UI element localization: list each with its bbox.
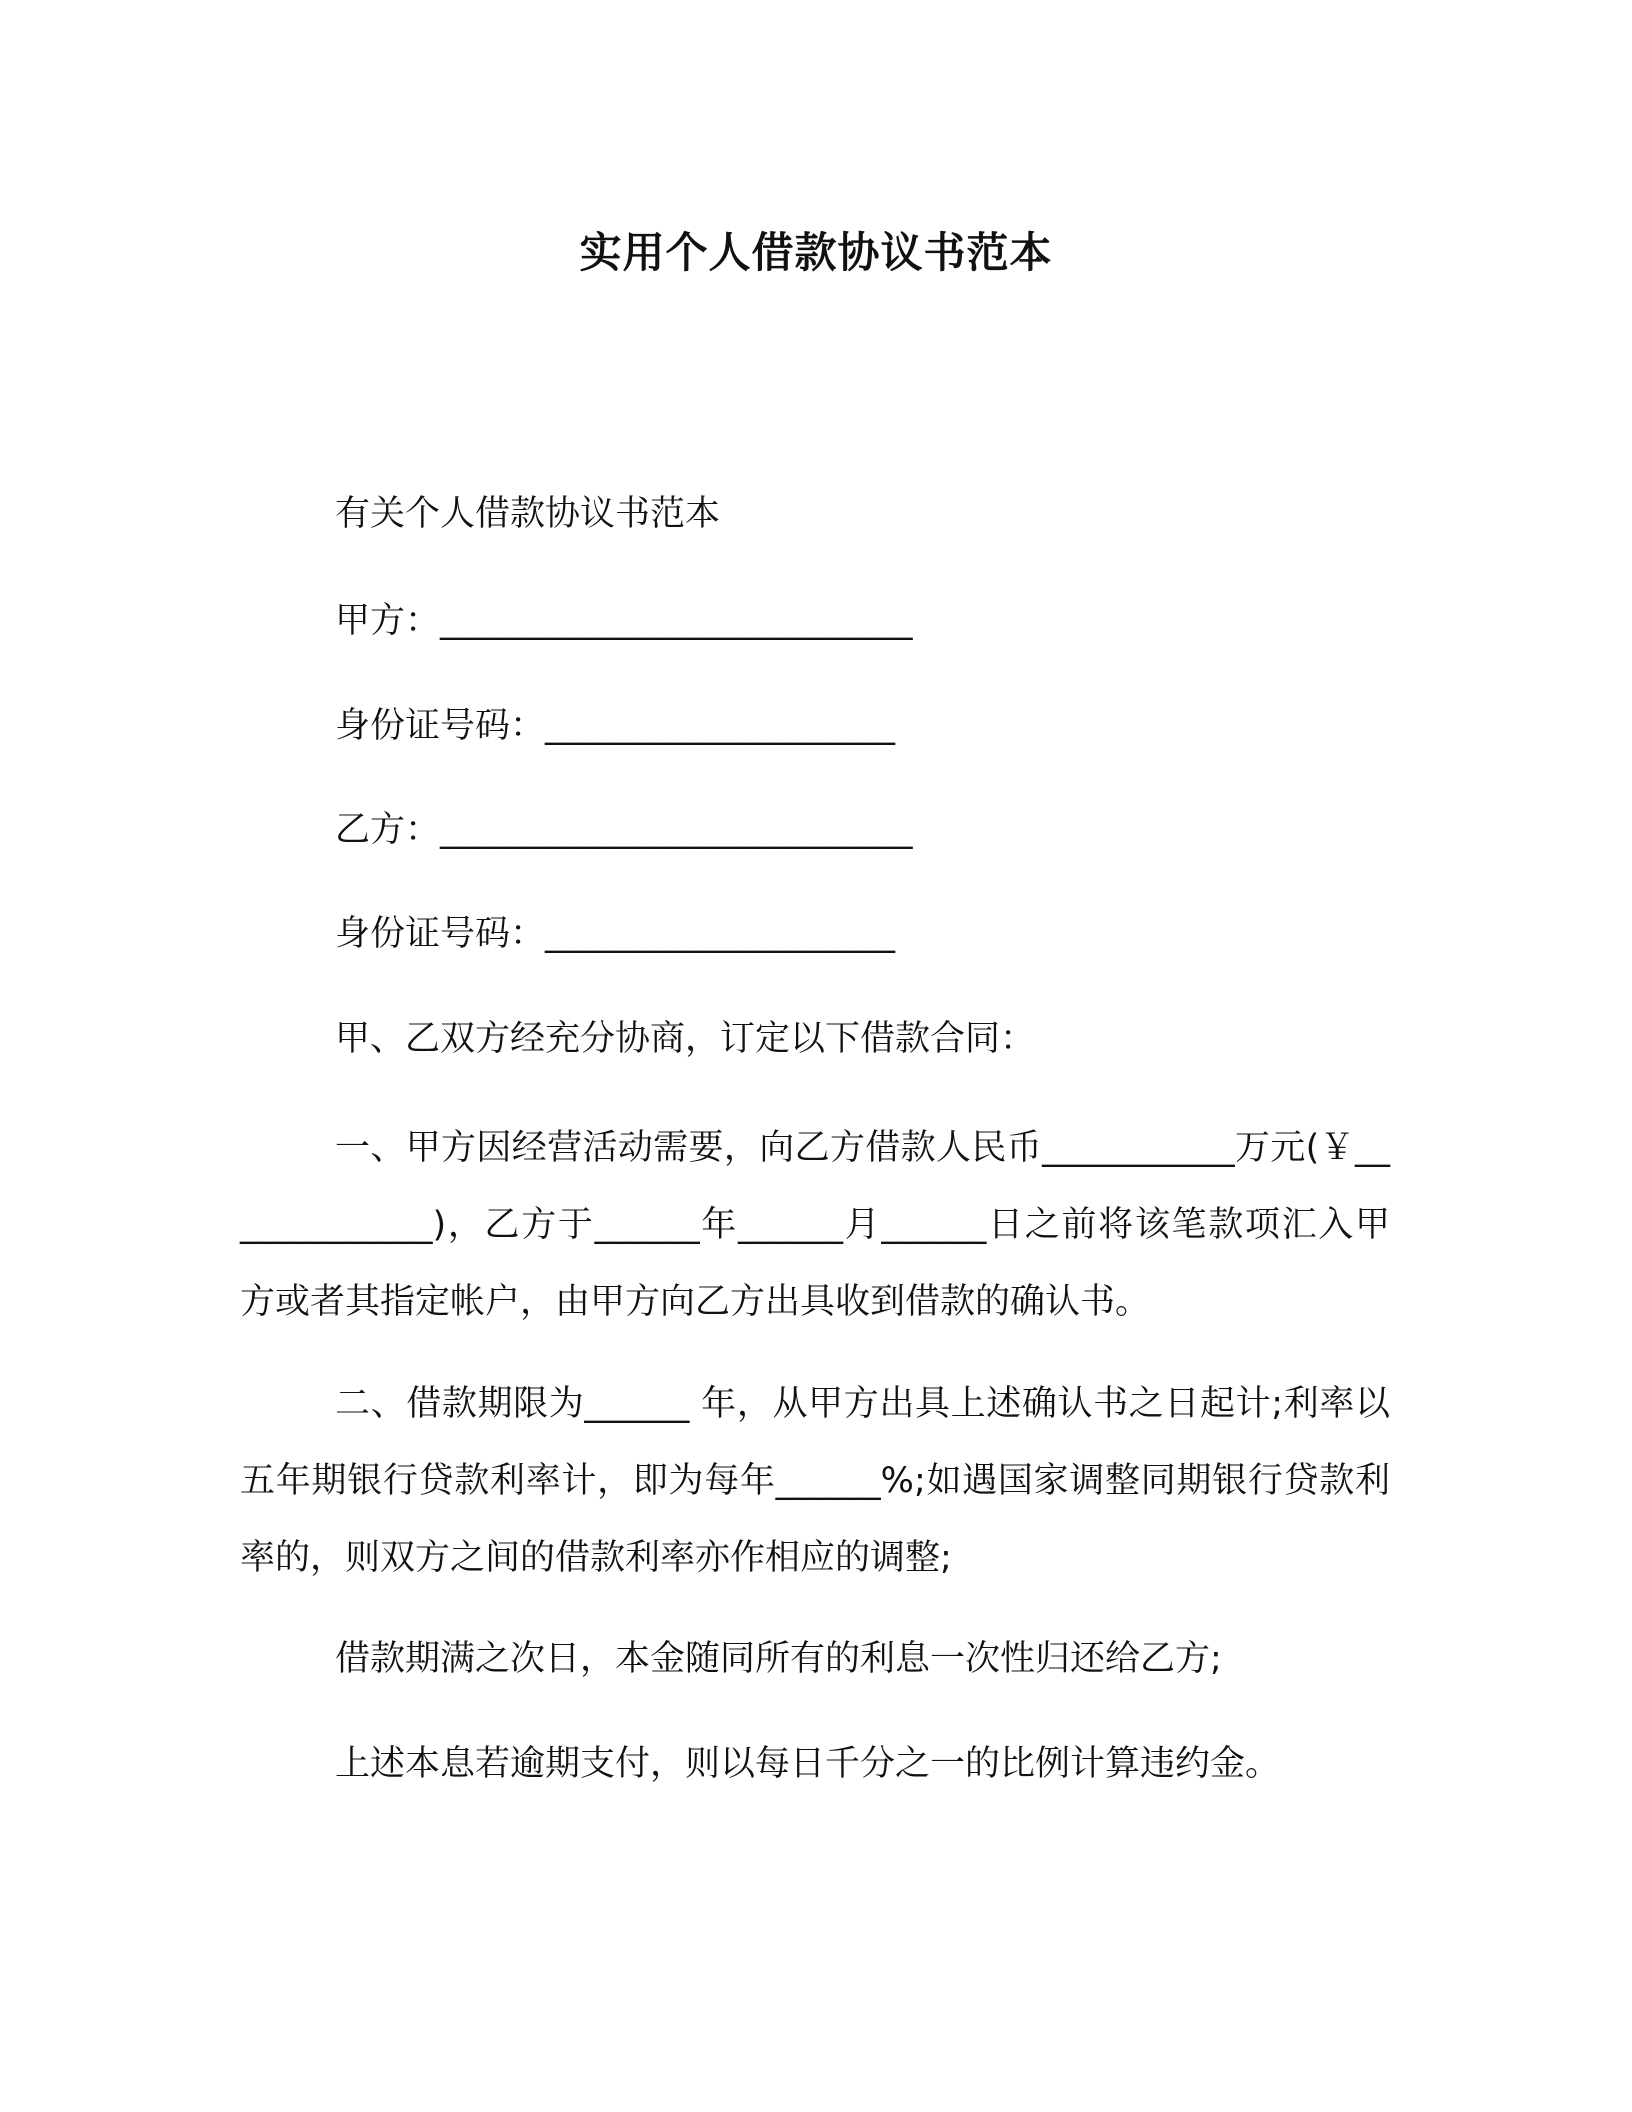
clause-2-paragraph: 二、借款期限为______ 年，从甲方出具上述确认书之日起计;利率以五年期银行贷款利率计，即为每年______%;如遇国家调整同期银行贷款利率的，则双方之间的借款利率亦作相应的调整; [240,1384,1390,1578]
intro-paragraph: 甲、乙双方经充分协商，订定以下借款合同： [335,1019,1036,1059]
clause-1-paragraph: 一、甲方因经营活动需要，向乙方借款人民币___________万元(￥_____________)，乙方于______年______月______日之前将该笔款项汇入甲方或者其指定帐户，由甲方向乙方出具收到借款的确认书。 [240,1128,1390,1322]
document-title: 实用个人借款协议书范本 [579,228,1053,277]
document-subtitle: 有关个人借款协议书范本 [335,494,721,534]
party-b-id-field: 身份证号码：____________________ [335,914,896,954]
party-a-id-field: 身份证号码：____________________ [335,706,896,746]
penalty-paragraph: 上述本息若逾期支付，则以每日千分之一的比例计算违约金。 [335,1744,1281,1784]
party-b-field: 乙方：___________________________ [335,810,913,850]
party-a-field: 甲方：___________________________ [335,601,913,641]
repayment-paragraph: 借款期满之次日，本金随同所有的利息一次性归还给乙方; [335,1639,1222,1679]
